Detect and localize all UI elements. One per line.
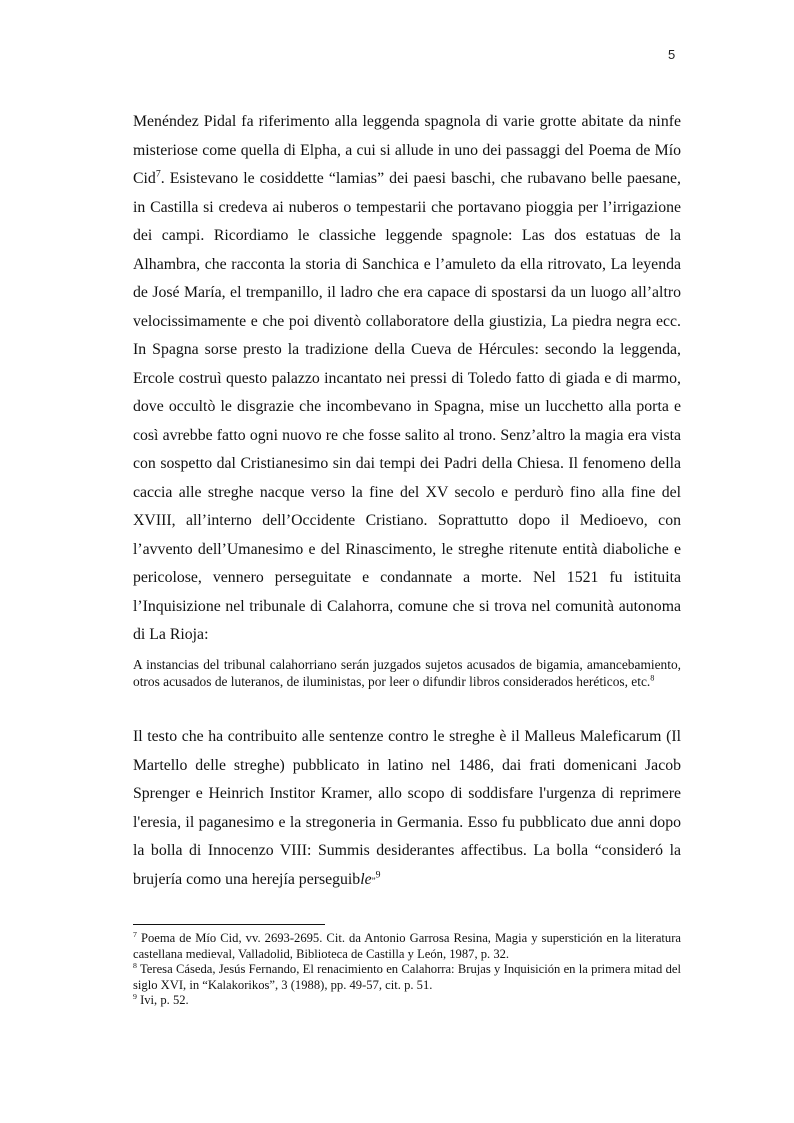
paragraph-2-text: Il testo che ha contribuito alle sentenze contro le streghe è il Malleus Maleficarum (Il Martello delle streghe) pubblicato in latino nel 1486, dai frati domenicani Jacob Sprenger e Heinrich Institor Kramer, allo scopo di soddisfare l'urgenza di reprimere l'eresia, il paganesimo e la stregoneria in Germania. Esso fu pubblicato due anni dopo la bolla di Innocenzo VIII: Summis desiderantes affectibus. La bolla bbox=[133, 728, 681, 859]
body-paragraph-1 bbox=[133, 108, 681, 650]
inline-quote-close: ” bbox=[371, 875, 376, 886]
paragraph-1-text: Menéndez Pidal fa riferimento alla leggenda spagnola di varie grotte abitate da ninfe misteriose come quella di Elpha, a cui si allude in uno dei passaggi del Poema de Mío Cid bbox=[133, 113, 681, 187]
inline-quote-open: “ bbox=[594, 842, 602, 859]
page-number: 5 bbox=[668, 47, 676, 62]
inline-quote-italic-end: le bbox=[360, 870, 372, 888]
footnote-text: Teresa Cáseda, Jesús Fernando, El renacimiento en Calahorra: Brujas y Inquisición en la primera mitad del siglo XVI, in “Kalakorikos”, 3 (1988), pp. 49-57, cit. p. 51. bbox=[133, 962, 681, 992]
footnote-separator bbox=[133, 924, 325, 925]
footnote-number: 7 bbox=[133, 929, 137, 939]
paragraph-1-text-rest: . Esistevano le cosiddette “lamias” dei paesi baschi, che rubavano belle paesane, in Castilla si credeva ai nuberos o tempestarii che portavano pioggia per l’irrigazione dei campi. Ricordiamo le classiche leggende spagnole: Las dos estatuas de la Alhambra, che racconta la storia di Sanchica e l’amuleto da ella ritrovato, La leyenda de José María, el trempanillo, il ladro che era capace di spostarsi da un luogo all’altro velocissimamente e che poi diventò collaboratore della giustizia, La piedra negra ecc. In Spagna sorse presto la tradizione della Cueva de Hércules: secondo la leggenda, Ercole costruì questo palazzo incantato nei pressi di Toledo fatto di giada e di marmo, dove occultò le disgrazie che incombevano in Spagna, mise un lucchetto alla porta e così avrebbe fatto ogni nuovo re che fosse salito al trono. Senz’altro la magia era vista con sospetto dal Cristianesimo sin dai tempi dei Padri della Chiesa. Il fenomeno della caccia alle streghe nacque verso la fine del XV secolo e perdurò fino alla fine del XVIII, all’interno dell’Occidente Cristiano. Soprattutto dopo il Medioevo, con l’avvento dell’Umanesimo e del Rinascimento, le streghe ritenute entità diaboliche e pericolose, vennero perseguitate e condannate a morte. Nel 1521 fu istituita l’Inquisizione nel tribunale di Calahorra, comune che si trova nel comunità autonoma di La Rioja: bbox=[133, 170, 681, 643]
footnote-ref-8[interactable]: 8 bbox=[650, 673, 655, 683]
footnote-text: Poema de Mío Cid, vv. 2693-2695. Cit. da Antonio Garrosa Resina, Magia y superstición en la literatura castellana medieval, Valladolid, Biblioteca de Castilla y León, 1987, p. 32. bbox=[133, 931, 681, 961]
footnote-9 bbox=[133, 993, 681, 1009]
footnote-number: 9 bbox=[133, 991, 137, 1001]
footnote-8 bbox=[133, 962, 681, 993]
footnotes bbox=[133, 931, 681, 1009]
footnote-text: Ivi, p. 52. bbox=[140, 993, 189, 1007]
block-quote bbox=[133, 657, 681, 690]
inline-quote: consideró la brujería como una herejía perseguib bbox=[133, 842, 682, 888]
block-quote-text: A instancias del tribunal calahorriano serán juzgados sujetos acusados de bigamia, amancebamiento, otros acusados de luteranos, de iluministas, por leer o difundir libros considerados heréticos, etc. bbox=[133, 657, 681, 689]
footnote-ref-7[interactable]: 7 bbox=[155, 168, 161, 180]
footnote-7 bbox=[133, 931, 681, 962]
footnote-ref-9[interactable]: 9 bbox=[375, 869, 381, 881]
body-paragraph-2 bbox=[133, 723, 681, 895]
footnote-number: 8 bbox=[133, 960, 137, 970]
